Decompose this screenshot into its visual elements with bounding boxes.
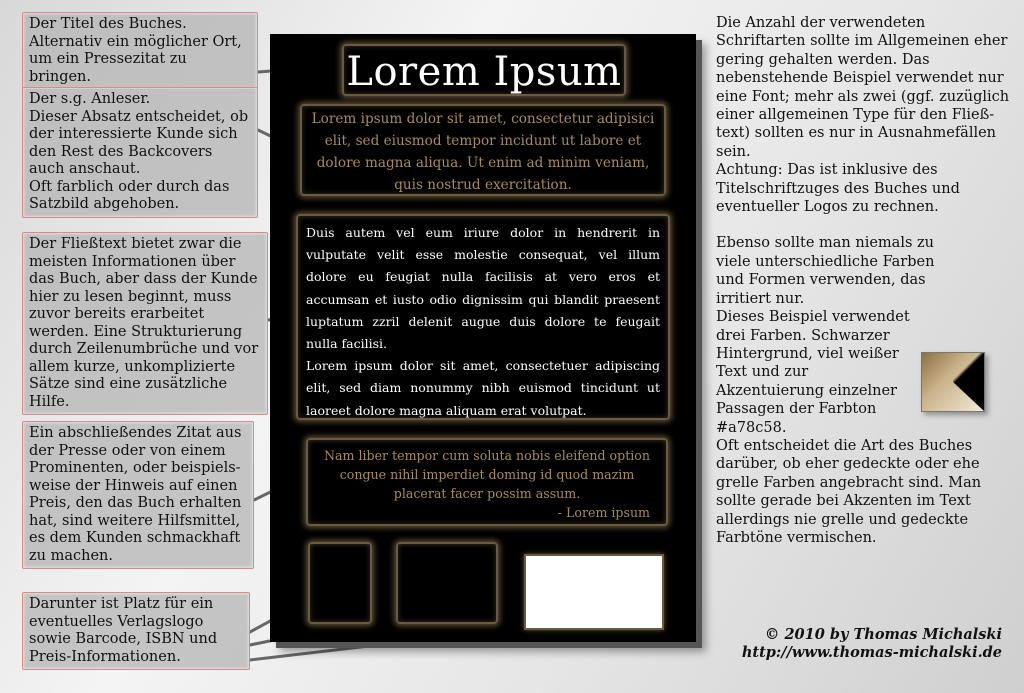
body-annotation: [22, 232, 268, 415]
publisher-logo-placeholder-1: [308, 542, 372, 624]
fonts-paragraph: Die Anzahl der verwendeten Schriftarten sollte im Allgemeinen eher gering gehalten werden. Das nebenstehende Beispiel verwendet nur eine Font; mehr als zwei (ggf. zuzüglich einer allgemeinen Type für den Fließ-text) sollten es nur in Ausnahmefällen sein.: [716, 15, 1010, 160]
body-annotation-text: Der Fließtext bietet zwar die meisten Informationen über das Buch, aber dass der Kunde hier zu lesen beginnt, muss zuvor bereits erarbeitet werden. Eine Strukturierung durch Zeilenumbrüche und vor allem kurze, unkomplizierte Sätze sind eine zusätzliche Hilfe.: [29, 236, 259, 410]
teaser-annotation-hint: Oft farblich oder durch das Satzbild abgehoben.: [29, 178, 230, 212]
publisher-logo-placeholder-2: [396, 542, 498, 624]
cover-body: [296, 214, 670, 420]
title-annotation: [22, 12, 258, 90]
quote-annotation: [22, 421, 254, 569]
cover-quote-source: - Lorem ipsum: [557, 505, 650, 520]
title-annotation-text: Der Titel des Buches. Alternativ ein möglicher Ort, um ein Pressezitat zu bringen.: [29, 16, 242, 85]
teaser-annotation-text: Dieser Absatz entscheidet, ob der interessierte Kunde sich den Rest des Backcovers auch anschaut.: [29, 108, 249, 177]
cover-title: Lorem Ipsum: [342, 44, 626, 96]
copyright-text: © 2010 by Thomas Michalski: [764, 626, 1002, 643]
cover-quote: [306, 438, 668, 526]
colors-intro: Ebenso sollte man niemals zu viele unterschiedliche Farben und Formen verwenden, das irritiert nur.: [716, 235, 935, 307]
copyright-footer: [742, 626, 1002, 662]
teaser-annotation-heading: Der s.g. Anleser.: [29, 91, 151, 107]
teaser-annotation: [22, 87, 258, 218]
color-swatch-icon: [921, 352, 985, 412]
cover-body-paragraph-1: Duis autem vel eum iriure dolor in hendrerit in vulputate velit esse molestie consequat, vel illum dolore eu feugiat nulla facilisis at vero eros et accumsan et iusto odio dignissim qui blandit praesent luptatum zzril delenit augue duis dolore te feugait nulla facilisi.: [306, 225, 660, 352]
colors-advice: Oft entscheidet die Art des Buches darüber, ob eher gedeckte oder ehe grelle Farben angebracht sind. Man sollte gerade bei Akzenten im Text allerdings nie grelle und gedeckte Farbtöne vermischen.: [716, 437, 982, 546]
fonts-warning: Achtung: Das ist inklusive des Titelschriftzuges des Buches und eventueller Logos zu rechnen.: [716, 162, 960, 216]
right-column: [716, 14, 1016, 547]
barcode-placeholder: [524, 554, 664, 630]
cover-teaser: Lorem ipsum dolor sit amet, consectetur adipisici elit, sed eiusmod tempor incidunt ut labore et dolore magna aliqua. Ut enim ad minim veniam, quis nostrud exercitation.: [300, 104, 666, 196]
website-url: http://www.thomas-michalski.de: [741, 644, 1002, 661]
barcode-annotation: [22, 592, 250, 670]
cover-quote-text: Nam liber tempor cum soluta nobis eleifend option congue nihil imperdiet doming id quod mazim placerat facer possim assum.: [324, 448, 650, 501]
quote-annotation-text: Ein abschließendes Zitat aus der Presse oder von einem Prominenten, oder beispiels-weise der Hinweis auf einen Preis, den das Buch erhalten hat, sind weitere Hilfsmittel, es dem Kunden schmackhaft zu machen.: [29, 425, 242, 564]
cover-body-paragraph-2: Lorem ipsum dolor sit amet, consectetuer adipiscing elit, sed diam nonummy nibh euismod tincidunt ut laoreet dolore magna aliquam erat volutpat.: [306, 358, 660, 418]
barcode-annotation-text: Darunter ist Platz für ein eventuelles Verlagslogo sowie Barcode, ISBN und Preis-Informationen.: [29, 596, 218, 665]
book-cover: [270, 34, 696, 642]
colors-example: Dieses Beispiel verwendet drei Farben. Schwarzer Hintergrund, viel weißer Text und zur Akzentuierung einzelner Passagen der Farbton #a78c58.: [716, 309, 910, 436]
